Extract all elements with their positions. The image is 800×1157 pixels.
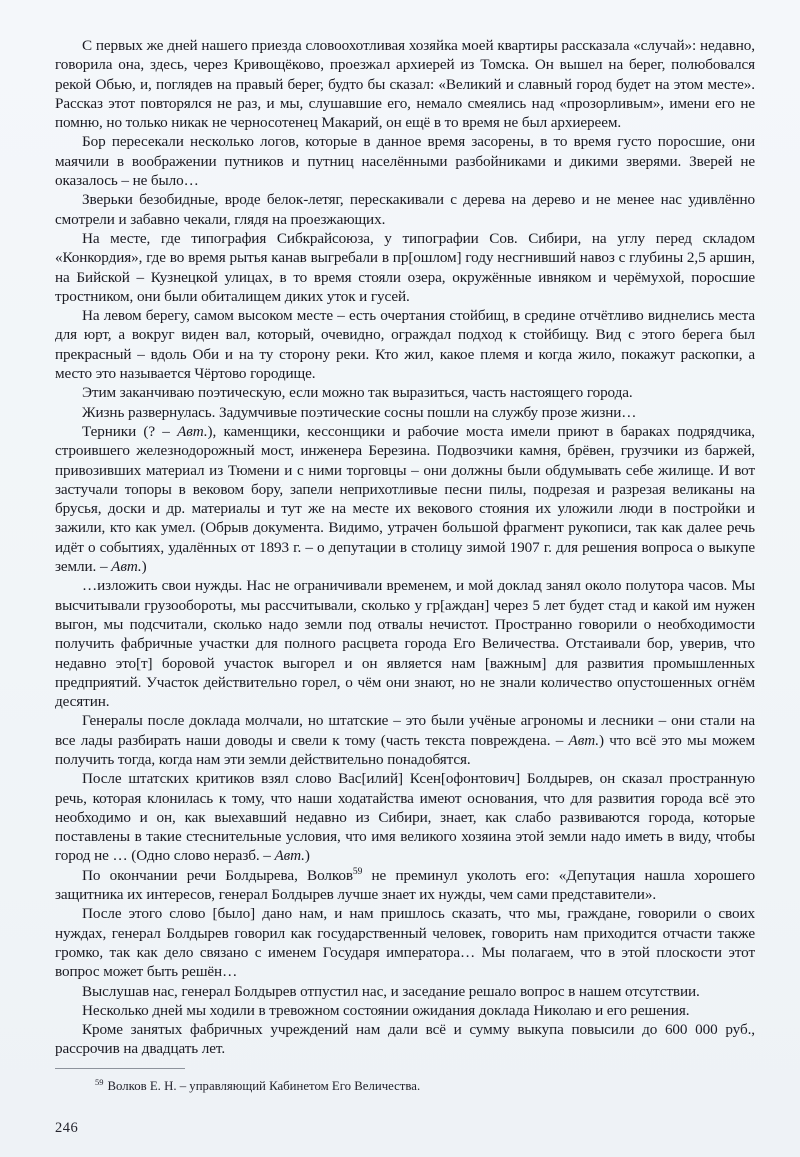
paragraph [55,422,755,576]
text-segment: Жизнь развернулась. Задумчивые поэтические сосны пошли на службу прозе жизни… [82,403,637,421]
paragraph [55,866,755,905]
paragraph [55,711,755,769]
paragraph [55,576,755,711]
paragraph [55,403,755,422]
text-segment: С первых же дней нашего приезда словоохотливая хозяйка моей квартиры рассказала «случай»: недавно, говорила она, здесь, через Кривощёково, проезжал архиерей из Томска. Он вышел на берег, полюбовался рекой Обью, и, поглядев на правый берег, будто бы сказал: «Великий и славный город будет на этом месте». Рассказ этот повторялся не раз, и мы, слушавшие его, немало смеялись над «прозорливым», имени его не помню, но только никак не черносотенец Макарий, он ещё в то время не был архиереем. [55,37,755,132]
paragraph [55,306,755,383]
text-segment: По окончании речи Болдырева, Волков [82,866,353,884]
text-segment: Несколько дней мы ходили в тревожном состоянии ожидания доклада Николаю и его решения. [82,1001,690,1019]
author-note: Авт. [568,731,599,749]
footnote-divider [55,1068,185,1069]
paragraph [55,1020,755,1059]
text-segment: Кроме занятых фабричных учреждений нам дали всё и сумму выкупа повысили до 600 000 руб., рассрочив на двадцать лет. [55,1021,755,1058]
text-segment: Терники (? – [82,422,178,440]
page-text [55,36,755,1059]
paragraph [55,190,755,229]
text-segment: На месте, где типография Сибкрайсоюза, у типографии Сов. Сибири, на углу перед складом «Конкордия», где во время рытья канав выгребали в пр[ошлом] году несгнивший навоз с глубины 2,5 аршин, на Бийской – Кузнецкой улицах, в то время стояли озера, окружённые ивняком и черёмухой, поросшие тростником, они были обиталищем диких уток и гусей. [55,229,755,305]
paragraph [55,904,755,981]
paragraph [55,36,755,132]
text-segment: На левом берегу, самом высоком месте – есть очертания стойбищ, в средине отчётливо виднелись места для юрт, а вокруг виден вал, который, очевидно, ограждал подход к стойбищу. Вид с этого берега был прекрасный – вдоль Оби и на ту сторону реки. Кто жил, какое племя и когда жило, покажут раскопки, а место это называется Чёртово городище. [55,307,755,383]
footnote-text: Волков Е. Н. – управляющий Кабинетом Его Величества. [107,1079,421,1093]
paragraph [55,229,755,306]
paragraph [55,1001,755,1020]
footnote-marker: 59 [95,1076,104,1087]
text-segment: ), каменщики, кессонщики и рабочие моста имели приют в бараках подрядчика, строившего железнодорожный мост, инженера Березина. Подвозчики камня, брёвен, грузчики из баржей, привозивших материал из Тюмени и с ними торговцы – они должны были обдумывать себе жилище. И вот застучали топоры в вековом бору, запели неприхотливые песни пилы, подрезая и разрезая великаны на брусья, доски и др. материалы и тут же на месте их векового стояния их уложили люди в постройки и зажили, кто как умел. (Обрыв документа. Видимо, утрачен большой фрагмент рукописи, так как далее речь идёт о событиях, удалённых от 1893 г. – о депутации в столицу зимой 1907 г. для решения вопроса о выкупе земли. – [55,422,756,576]
text-segment: Выслушав нас, генерал Болдырев отпустил нас, и заседание решало вопрос в нашем отсутствии. [82,982,700,1000]
text-segment: ) что всё это мы можем получить тогда, когда нам эти земли действительно понадобятся. [55,731,755,768]
text-segment: не преминул уколоть его: «Депутация нашла хорошего защитника их интересов, генерал Болдырев лучше знает их нужды, чем сами представители». [55,866,755,904]
page-number: 246 [55,1120,79,1136]
text-segment: Этим заканчиваю поэтическую, если можно так выразиться, часть настоящего города. [82,384,633,402]
author-note: Авт. [177,422,208,440]
text-segment: Бор пересекали несколько логов, которые в данное время засорены, в то время густо поросшие, они маячили в воображении путников и путниц населёнными разбойниками и дикими зверями. Зверей не оказалось – не было… [55,133,755,190]
paragraph [55,982,755,1001]
text-segment: После этого слово [было] дано нам, и нам пришлось сказать, что мы, граждане, говорили о своих нуждах, генерал Болдырев говорил как государственный человек, говорить нам приходится отчасти также громко, так как дело связано с именем Государя императора… Мы полагаем, что в этой плоскости этот вопрос может быть решён… [55,905,755,981]
text-segment: ) [304,847,310,865]
page-bottom [55,1068,755,1137]
text-segment: …изложить свои нужды. Нас не ограничивали временем, и мой доклад занял около полутора часов. Мы высчитывали грузообороты, мы рассчитывали, сколько у гр[аждан] через 5 лет будет стад и какой им нужен выгон, мы подсчитали, сколько надо земли под отвалы нечистот. Пространно говорили о необходимости получить фабричные участки для полного расцвета города Его Величества. Отстаивали бор, уверив, что недавно это[т] боровой участок выгорел и он является нам [важным] для развития промышленных предприятий. Участок действительно горел, о чём они знают, но не знали количество опустошенных огнём десятин. [55,577,755,711]
text-segment: ) [141,558,147,576]
text-segment: Генералы после доклада молчали, но штатские – это были учёные агрономы и лесники – они стали на все лады разбирать наши доводы и свели к тому (часть текста повреждена. – [55,712,755,749]
author-note: Авт. [111,558,142,576]
footnote-reference: 59 [352,866,363,877]
paragraph [55,383,755,402]
text-segment: После штатских критиков взял слово Вас[илий] Ксен[офонтович] Болдырев, он сказал пространную речь, которая клонилась к тому, что наши ходатайства имеют основания, что для развития города всё это необходимо и он, как выехавший недавно из Сибири, знает, как слабо развиваются города, которые поставлены в такие стеснительные условия, что имя великого хозяина этой земли надо иметь в виду, чтобы город не … (Одно слово неразб. – [55,770,755,865]
paragraph [55,132,755,190]
text-segment: Зверьки безобидные, вроде белок-летяг, перескакивали с дерева на дерево и не менее нас удивлённо смотрели и забавно чекали, глядя на проезжающих. [55,191,755,228]
footnote [55,1078,755,1094]
paragraph [55,769,755,865]
author-note: Авт. [274,847,305,865]
